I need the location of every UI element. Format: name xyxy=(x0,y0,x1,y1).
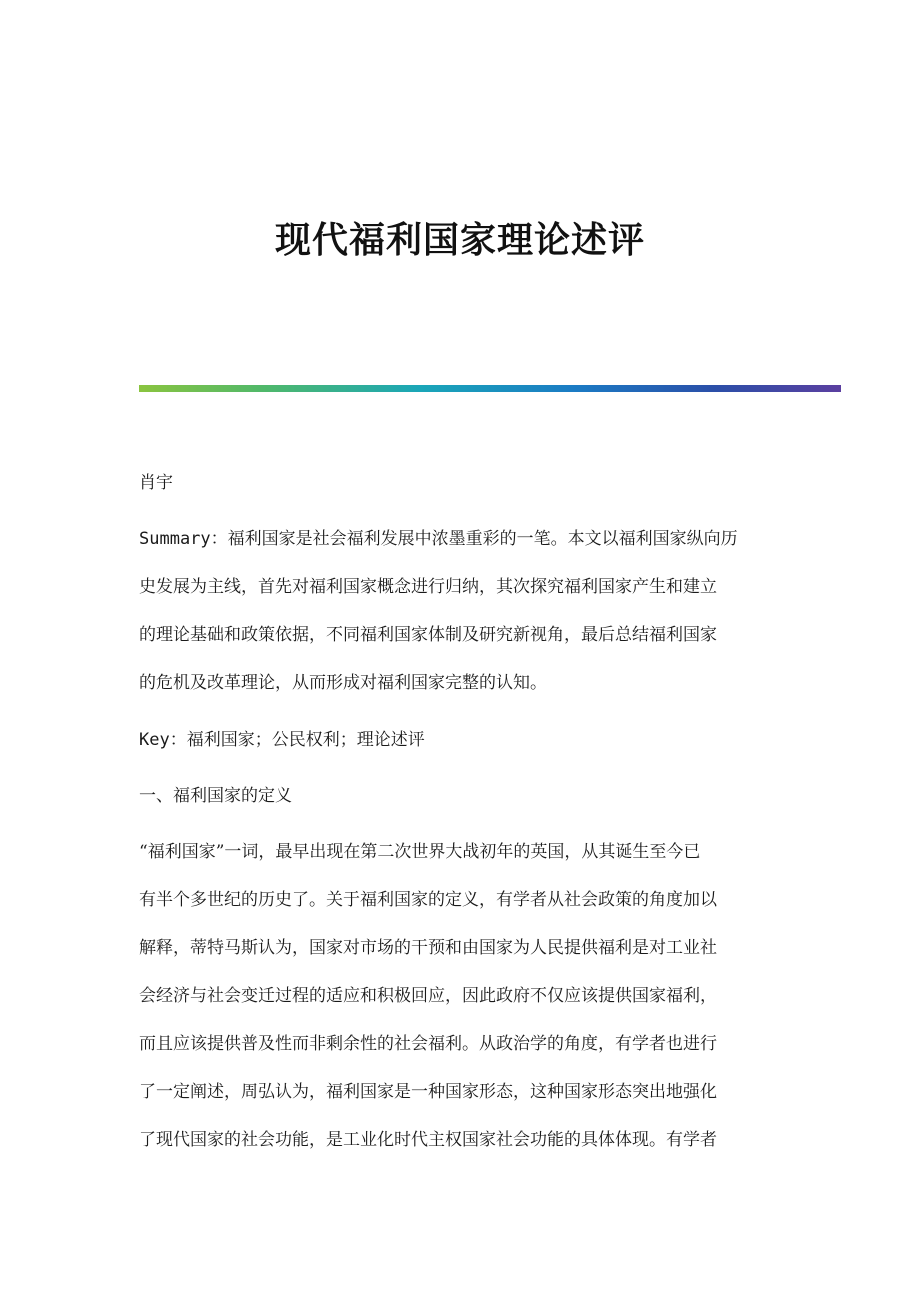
section-1-line-3: 解释，蒂特马斯认为，国家对市场的干预和由国家为人民提供福利是对工业社 xyxy=(139,938,717,958)
summary-text-1: 福利国家是社会福利发展中浓墨重彩的一笔。本文以福利国家纵向历 xyxy=(227,529,738,549)
section-1-line-5: 而且应该提供普及性而非剩余性的社会福利。从政治学的角度，有学者也进行 xyxy=(139,1034,717,1054)
section-1-line-4: 会经济与社会变迁过程的适应和积极回应，因此政府不仅应该提供国家福利， xyxy=(139,986,717,1006)
summary-line-3: 的理论基础和政策依据，不同福利国家体制及研究新视角，最后总结福利国家 xyxy=(139,625,717,645)
summary-line-2: 史发展为主线，首先对福利国家概念进行归纳，其次探究福利国家产生和建立 xyxy=(139,577,717,597)
keywords-label: Key： xyxy=(139,730,187,750)
keywords-text: 福利国家；公民权利；理论述评 xyxy=(186,730,425,750)
section-1-heading: 一、福利国家的定义 xyxy=(139,786,292,806)
author-name xyxy=(139,459,779,507)
summary-line-4: 的危机及改革理论，从而形成对福利国家完整的认知。 xyxy=(139,673,547,693)
author-line: 肖宇 xyxy=(139,473,173,493)
summary-paragraph xyxy=(139,515,779,707)
keywords-line xyxy=(139,716,779,764)
gradient-divider xyxy=(139,385,841,392)
section-1-line-6: 了一定阐述，周弘认为，福利国家是一种国家形态，这种国家形态突出地强化 xyxy=(139,1082,717,1102)
section-1-line-2: 有半个多世纪的历史了。关于福利国家的定义，有学者从社会政策的角度加以 xyxy=(139,890,717,910)
section-1-paragraph xyxy=(139,828,779,1164)
section-1-line-7: 了现代国家的社会功能，是工业化时代主权国家社会功能的具体体现。有学者 xyxy=(139,1130,717,1150)
document-title: 现代福利国家理论述评 xyxy=(274,219,645,261)
section-1-line-1: “福利国家”一词，最早出现在第二次世界大战初年的英国，从其诞生至今已 xyxy=(139,842,701,862)
summary-label: Summary： xyxy=(139,529,228,549)
section-heading xyxy=(139,772,779,820)
keywords-paragraph xyxy=(139,716,779,764)
summary-line-1 xyxy=(139,515,779,563)
